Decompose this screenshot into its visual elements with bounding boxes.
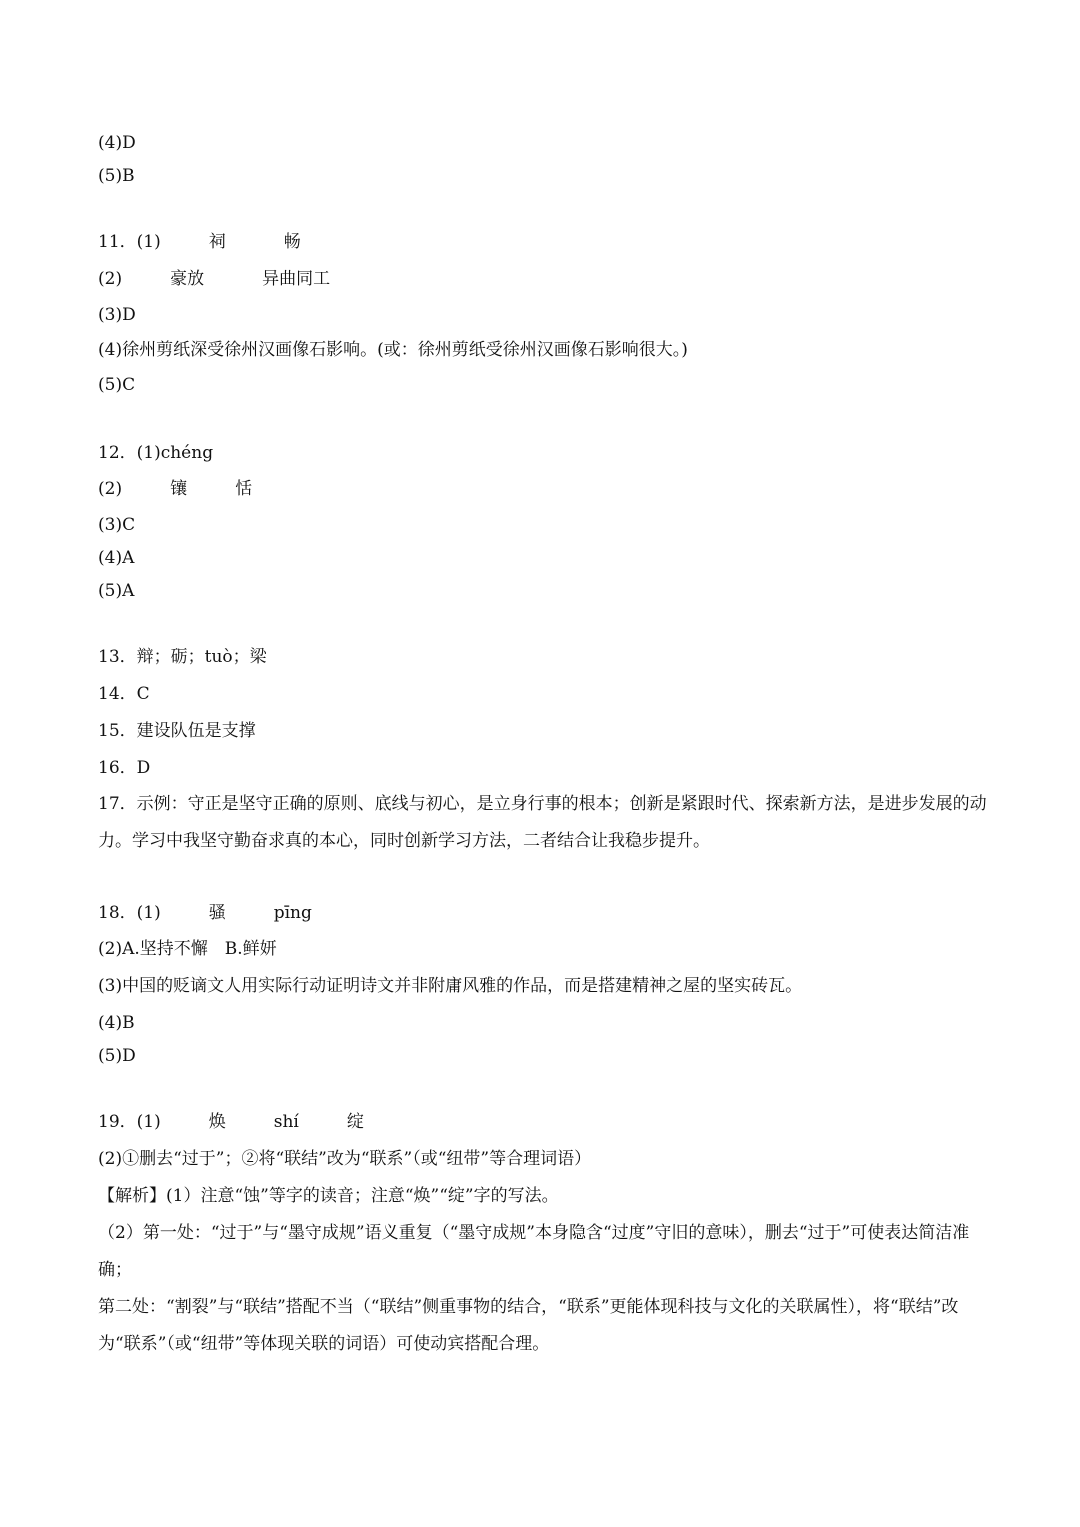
answer-word: 异曲同工 xyxy=(262,269,331,289)
question-19-part-1 xyxy=(98,1111,364,1133)
part-label: (2) xyxy=(98,479,123,499)
answer-line: (3)中国的贬谪文人用实际行动证明诗文并非附庸风雅的作品，而是搭建精神之屋的坚实砖瓦。 xyxy=(98,976,803,996)
answer-char: 祠 xyxy=(208,232,226,252)
part-label: (2) xyxy=(98,269,123,289)
question-number: 19．(1) xyxy=(98,1112,161,1132)
answer-line: 12．(1)chéng xyxy=(98,443,214,463)
answer-line: (5)C xyxy=(98,375,136,395)
question-number: 18．(1) xyxy=(98,903,161,923)
answer-line: (3)C xyxy=(98,515,136,535)
question-number: 11．(1) xyxy=(98,232,161,252)
answer-line: (4)D xyxy=(98,133,136,153)
answer-line: (5)D xyxy=(98,1046,136,1066)
question-11-part-2 xyxy=(98,268,330,290)
answer-char: 畅 xyxy=(283,232,301,252)
answer-char: 镶 xyxy=(170,479,188,499)
answer-char: 恬 xyxy=(235,479,253,499)
answer-line: (2)A.坚持不懈 B.鲜妍 xyxy=(98,939,277,959)
answer-line: 16．D xyxy=(98,758,151,778)
answer-line: (4)B xyxy=(98,1013,135,1033)
analysis-paragraph: （2）第一处：“过于”与“墨守成规”语义重复（“墨守成规”本身隐含“过度”守旧的意味），删去“过于”可使表达简洁准确； xyxy=(98,1223,970,1280)
answer-pinyin: shí xyxy=(273,1112,299,1132)
answer-pinyin: pīng xyxy=(273,903,312,923)
answer-char: 绽 xyxy=(346,1112,364,1132)
answer-line: (5)B xyxy=(98,166,135,186)
answer-line: (3)D xyxy=(98,305,136,325)
answer-line: (4)A xyxy=(98,548,135,568)
answer-line: (5)A xyxy=(98,581,135,601)
question-11-part-1 xyxy=(98,231,301,253)
answer-word: 豪放 xyxy=(170,269,205,289)
analysis-line: 【解析】(1）注意“蚀”等字的读音；注意“焕”“绽”字的写法。 xyxy=(98,1186,559,1206)
answer-line: (4)徐州剪纸深受徐州汉画像石影响。(或：徐州剪纸受徐州汉画像石影响很大。) xyxy=(98,340,688,360)
question-12-part-2 xyxy=(98,478,252,500)
answer-line: 13．辩；砺；tuò；梁 xyxy=(98,647,267,667)
answer-line: (2)①删去“过于”；②将“联结”改为“联系”（或“纽带”等合理词语） xyxy=(98,1149,592,1169)
answer-line: 14．C xyxy=(98,684,150,704)
answer-char: 骚 xyxy=(208,903,226,923)
answer-char: 焕 xyxy=(208,1112,226,1132)
analysis-paragraph: 第二处：“割裂”与“联结”搭配不当（“联结”侧重事物的结合，“联系”更能体现科技与文化的关联属性），将“联结”改为“联系”（或“纽带”等体现关联的词语）可使动宾搭配合理。 xyxy=(98,1297,959,1354)
answer-paragraph: 17．示例：守正是坚守正确的原则、底线与初心，是立身行事的根本；创新是紧跟时代、探索新方法，是进步发展的动力。学习中我坚守勤奋求真的本心，同时创新学习方法，二者结合让我稳步提升。 xyxy=(98,794,987,851)
question-18-part-1 xyxy=(98,902,312,924)
answer-line: 15．建设队伍是支撑 xyxy=(98,721,256,741)
